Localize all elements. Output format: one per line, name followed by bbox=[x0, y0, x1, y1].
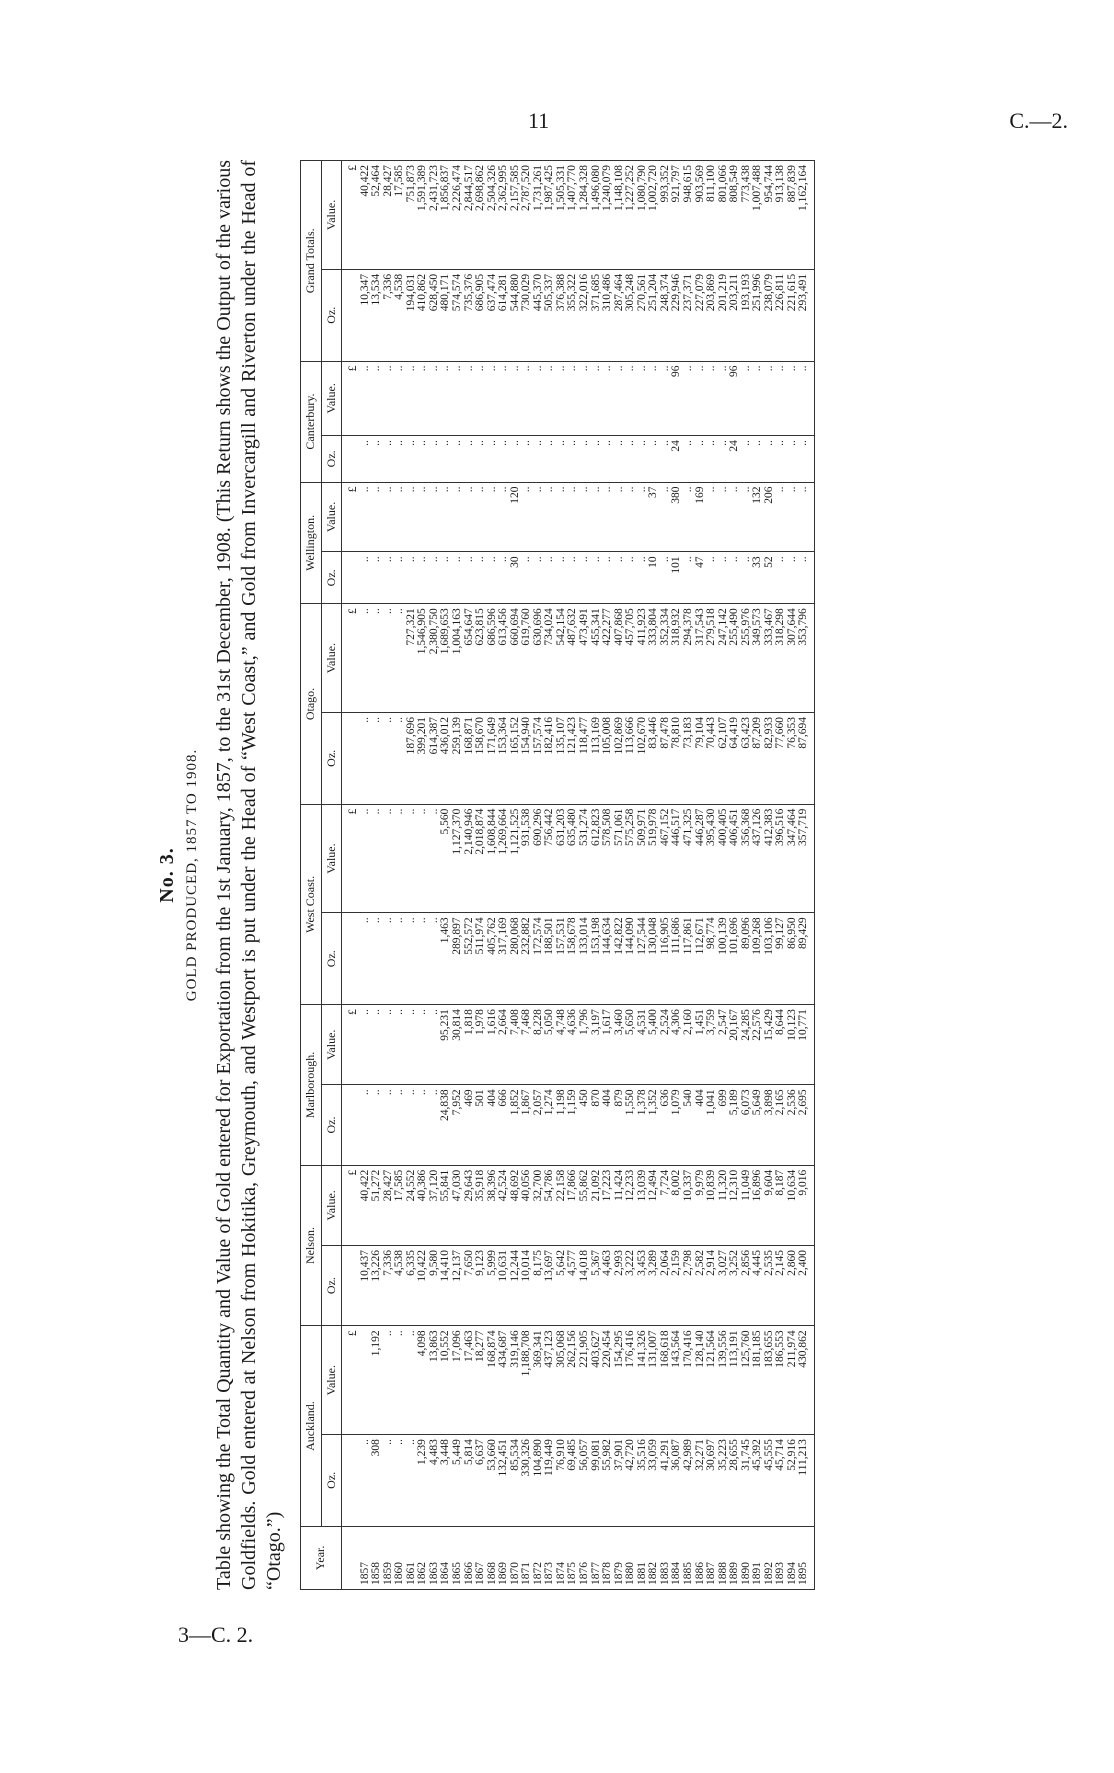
value-header: Value. bbox=[321, 361, 342, 436]
year-column: 1857 1858 1859 1860 1861 1862 1863 1864 1865 1866 1867 1868 1869 1870 1871 1872 1873 1874 1875 1876 1877 1878 1879 1880 1881 1882 1883 1884 1885 1886 1887 1888 1889 1890 1891 1892 1893 1894 1895 bbox=[360, 1526, 815, 1589]
marlborough-value-column: .. .. .. .. .. .. .. 95,231 30,814 1,818 1,978 1,616 2,664 7,408 7,468 8,228 5,050 4,748 4,636 1,796 3,197 1,617 3,460 5,650 4,531 5,400 2,524 4,306 2,160 1,451 3,759 2,547 20,167 24,285 22,576 15,429 8,644 10,123 10,771 bbox=[360, 1005, 815, 1085]
currency-row bbox=[342, 161, 360, 1590]
table-subtitle: GOLD PRODUCED, 1857 TO 1908. bbox=[184, 748, 200, 1002]
nelson-value-column: 40,422 51,272 28,427 17,585 24,552 40,386 37,120 55,841 47,030 29,643 35,918 38,396 42,524 48,692 40,056 32,700 54,786 22,158 17,866 55,862 21,092 17,223 11,424 12,233 13,039 12,494 7,724 8,002 10,337 9,979 10,839 11,320 12,310 11,049 16,896 9,604 8,187 10,634 9,016 bbox=[360, 1165, 815, 1245]
marlborough-oz-column: .. .. .. .. .. .. .. 24,838 7,952 469 501 404 666 1,852 1,867 2,057 1,274 1,198 1,159 450 870 404 879 1,550 1,378 1,352 636 1,079 540 404 1,041 699 5,189 6,073 5,649 3,898 2,165 2,536 2,695 bbox=[360, 1085, 815, 1165]
otago-header: Otago. bbox=[301, 604, 322, 804]
gold-table bbox=[300, 160, 815, 1590]
otago-oz-column: .. .. .. .. 187,696 399,201 614,387 436,012 259,139 168,871 158,670 171,649 153,364 165,152 154,940 157,574 182,416 135,107 121,423 118,477 113,169 105,008 102,869 113,666 102,670 83,446 87,478 78,810 73,183 79,104 70,443 62,107 64,419 63,423 87,209 82,933 77,660 76,353 87,694 bbox=[360, 713, 815, 805]
oz-header: Oz. bbox=[321, 436, 342, 482]
nelson-header: Nelson. bbox=[301, 1165, 322, 1326]
rotated-table-block bbox=[148, 150, 978, 1600]
auckland-value-column: 1,192 .. .. .. 4,098 13,863 10,552 17,096 17,463 18,277 168,874 434,687 319,146 1,188,708 369,341 437,123 305,068 262,156 221,905 403,627 220,454 154,295 176,416 141,326 131,007 168,618 143,564 170,416 128,140 121,564 139,556 113,191 125,760 181,185 183,655 186,553 211,974 430,862 bbox=[360, 1326, 815, 1435]
sub-header-row bbox=[321, 161, 342, 1590]
westcoast-header: West Coast. bbox=[301, 804, 322, 1004]
oz-header: Oz. bbox=[321, 552, 342, 604]
page-number: 11 bbox=[528, 108, 550, 133]
value-header: Value. bbox=[321, 482, 342, 552]
wellington-oz-column: .. .. .. .. .. .. .. .. .. .. .. .. .. 30 .. .. .. .. .. .. .. .. .. .. .. 10 .. 101 .. 47 .. .. .. .. 33 52 .. .. .. bbox=[360, 552, 815, 604]
currency-symbol: £ bbox=[342, 361, 360, 436]
totals-header: Grand Totals. bbox=[301, 161, 322, 362]
currency-symbol: £ bbox=[342, 604, 360, 713]
value-header: Value. bbox=[321, 161, 342, 270]
oz-header: Oz. bbox=[321, 269, 342, 361]
canterbury-value-column: .. .. .. .. .. .. .. .. .. .. .. .. .. .. .. .. .. .. .. .. .. .. .. .. .. .. .. 96 .. .. .. .. 96 .. .. .. .. .. .. bbox=[360, 361, 815, 436]
table-caption: Table showing the Total Quantity and Value of Gold entered for Exportation from the 1st January, 1857, to the 31st December, 1908. (This Return shows the Output of the various Goldfields. Gold entered at Nelson from Hokitika, Greymouth, and Westport is put under the Head of “West Coast,” and Gold from Invercargill and Riverton under the Head of “Otago.”) bbox=[213, 160, 285, 1590]
table-number: No. 3. bbox=[156, 847, 178, 903]
value-header: Value. bbox=[321, 1326, 342, 1435]
currency-symbol: £ bbox=[342, 161, 360, 270]
oz-header: Oz. bbox=[321, 713, 342, 805]
currency-symbol: £ bbox=[342, 1165, 360, 1245]
table-data-row bbox=[360, 161, 815, 1590]
auckland-oz-column: .. 308 .. .. .. 1,239 4,483 3,448 5,449 5,814 6,637 53,660 132,451 85,534 330,326 104,890 119,449 76,910 69,485 56,057 99,081 55,982 37,901 42,720 35,516 33,059 41,291 36,087 42,989 32,271 30,697 35,223 28,655 31,745 45,392 45,555 45,714 52,916 111,213 bbox=[360, 1435, 815, 1527]
totals-value-column: 40,422 52,464 28,427 17,585 751,873 1,591,389 2,431,723 1,856,837 2,226,474 2,844,517 2,698,862 2,504,326 2,362,995 2,157,585 2,787,520 1,731,261 1,987,425 1,505,331 1,407,770 1,284,328 1,496,080 1,240,079 1,148,108 1,227,252 1,080,790 1,002,720 993,352 921,797 948,615 903,569 811,100 801,066 808,549 773,438 1,007,488 954,744 913,138 887,839 1,162,164 bbox=[360, 161, 815, 270]
group-header-row bbox=[301, 161, 322, 1590]
canterbury-header: Canterbury. bbox=[301, 361, 322, 482]
oz-header: Oz. bbox=[321, 1246, 342, 1326]
marlborough-header: Marlborough. bbox=[301, 1005, 322, 1166]
value-header: Value. bbox=[321, 1005, 342, 1085]
year-header: Year. bbox=[301, 1526, 342, 1589]
currency-symbol: £ bbox=[342, 482, 360, 552]
canterbury-oz-column: .. .. .. .. .. .. .. .. .. .. .. .. .. .. .. .. .. .. .. .. .. .. .. .. .. .. .. 24 .. .. .. .. 24 .. .. .. .. .. .. bbox=[360, 436, 815, 482]
oz-header: Oz. bbox=[321, 913, 342, 1005]
westcoast-oz-column: .. .. .. .. .. .. .. 1,463 289,897 552,572 511,974 405,762 317,169 280,068 232,882 172,574 188,501 157,531 158,678 133,014 153,198 144,634 142,822 144,090 127,544 130,048 116,905 111,686 117,861 112,671 98,774 100,139 101,696 89,096 109,268 103,106 99,127 86,950 89,429 bbox=[360, 913, 815, 1005]
value-header: Value. bbox=[321, 1165, 342, 1245]
currency-symbol: £ bbox=[342, 1326, 360, 1435]
totals-oz-column: 10,347 13,534 7,336 4,538 194,031 410,862 628,450 480,171 574,574 735,376 686,905 637,474 614,281 544,880 730,029 445,370 505,337 376,388 355,322 322,016 371,685 310,486 287,464 305,248 270,561 251,204 248,374 229,946 237,371 227,079 203,869 201,219 203,211 193,193 251,996 238,079 226,811 221,615 293,491 bbox=[360, 269, 815, 361]
otago-value-column: .. .. .. .. 727,321 1,546,905 2,380,750 1,689,653 1,004,163 654,647 623,815 686,596 613,456 660,694 619,760 630,696 734,024 542,154 487,632 473,491 455,341 422,277 407,868 457,705 411,923 333,804 352,334 318,932 294,378 317,543 279,518 247,142 255,490 255,976 349,573 333,467 318,298 307,644 353,796 bbox=[360, 604, 815, 713]
document-reference: C.—2. bbox=[1009, 108, 1068, 133]
wellington-value-column: .. .. .. .. .. .. .. .. .. .. .. .. .. 120 .. .. .. .. .. .. .. .. .. .. .. 37 .. 380 .. 169 .. .. .. .. 132 206 .. .. .. bbox=[360, 482, 815, 552]
bottom-reference: 3—C. 2. bbox=[178, 1622, 254, 1647]
oz-header: Oz. bbox=[321, 1085, 342, 1165]
nelson-oz-column: 10,437 13,226 7,336 4,538 6,335 10,422 9,580 14,410 12,137 7,650 9,123 5,999 10,631 12,244 10,014 8,175 13,697 5,642 4,577 14,018 5,367 4,463 2,993 3,222 3,453 3,289 2,064 2,159 2,798 2,582 2,914 3,027 3,252 2,856 4,445 2,535 2,145 2,860 2,400 bbox=[360, 1246, 815, 1326]
oz-header: Oz. bbox=[321, 1435, 342, 1527]
currency-symbol: £ bbox=[342, 804, 360, 913]
westcoast-value-column: .. .. .. .. .. .. .. 5,560 1,127,370 2,140,946 2,018,874 1,608,844 1,269,664 1,121,525 931,538 690,296 756,442 631,203 635,480 531,274 612,823 578,508 571,061 575,258 509,971 519,978 467,152 446,517 471,325 446,287 395,430 400,405 406,451 356,368 437,126 412,383 396,516 347,464 357,719 bbox=[360, 804, 815, 913]
currency-symbol: £ bbox=[342, 1005, 360, 1085]
value-header: Value. bbox=[321, 804, 342, 913]
auckland-header: Auckland. bbox=[301, 1326, 322, 1526]
value-header: Value. bbox=[321, 604, 342, 713]
wellington-header: Wellington. bbox=[301, 482, 322, 604]
